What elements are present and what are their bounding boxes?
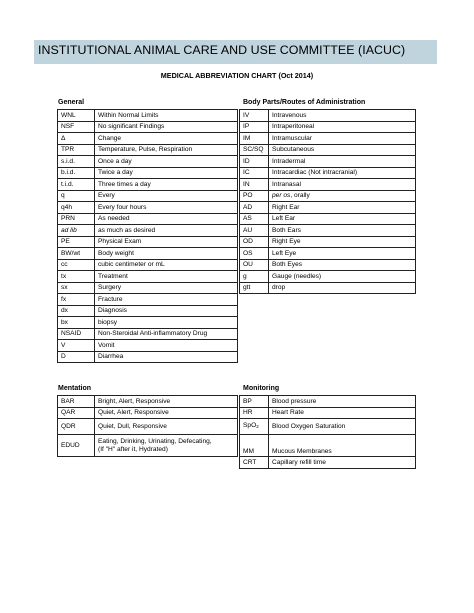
table-row [58, 248, 238, 260]
table-row [240, 133, 416, 145]
table-row [240, 213, 416, 225]
abbr-cell: QAR [58, 407, 95, 419]
table-row [240, 236, 416, 248]
table-row [240, 179, 416, 191]
abbr-cell: IC [240, 167, 269, 179]
mentation-table [57, 395, 238, 457]
abbr-cell: q4h [58, 202, 95, 214]
table-row [58, 236, 238, 248]
abbr-cell: BW/wt [58, 248, 95, 260]
meaning-cell: Surgery [95, 282, 238, 294]
meaning-cell: Heart Rate [269, 407, 416, 419]
meaning-cell: Capillary refill time [269, 457, 416, 469]
meaning-cell: Diarrhea [95, 351, 238, 363]
general-table [57, 109, 238, 363]
meaning-cell: cubic centimeter or mL [95, 259, 238, 271]
abbr-cell: bx [58, 317, 95, 329]
table-row [58, 294, 238, 306]
abbr-cell: OS [240, 248, 269, 260]
table-row [240, 271, 416, 283]
table-row [58, 305, 238, 317]
abbr-cell: CRT [240, 457, 269, 469]
meaning-cell: Once a day [95, 156, 238, 168]
meaning-cell: Treatment [95, 271, 238, 283]
table-row [58, 271, 238, 283]
meaning-cell: Fracture [95, 294, 238, 306]
table-row [58, 340, 238, 352]
abbr-cell: IV [240, 110, 269, 122]
title-banner [34, 40, 437, 64]
abbr-cell: OD [240, 236, 269, 248]
abbr-cell: BAR [58, 396, 95, 408]
abbr-cell: HR [240, 407, 269, 419]
abbr-cell: g [240, 271, 269, 283]
meaning-cell: Intravenous [269, 110, 416, 122]
meaning-rest: , orally [290, 192, 310, 200]
meaning-cell: Intraperitoneal [269, 121, 416, 133]
meaning-cell: Twice a day [95, 167, 238, 179]
abbr-cell: tx [58, 271, 95, 283]
meaning-cell: Quiet, Dull, Responsive [95, 419, 238, 435]
table-row [58, 121, 238, 133]
abbr-cell: PE [58, 236, 95, 248]
meaning-cell: As needed [95, 213, 238, 225]
meaning-cell: Bright, Alert, Responsive [95, 396, 238, 408]
abbr-cell: NSAID [58, 328, 95, 340]
table-row [240, 225, 416, 237]
table-row [240, 282, 416, 294]
abbr-cell: EDUD [58, 435, 95, 457]
table-row [58, 213, 238, 225]
table-row [58, 225, 238, 237]
meaning-cell: Intranasal [269, 179, 416, 191]
table-row [58, 144, 238, 156]
abbr-cell: BP [240, 396, 269, 408]
table-row [58, 407, 238, 419]
meaning-cell: Both Eyes [269, 259, 416, 271]
table-row [240, 156, 416, 168]
general-heading: General [58, 99, 85, 106]
table-row [58, 396, 238, 408]
meaning-cell: Three times a day [95, 179, 238, 191]
abbr-cell: sx [58, 282, 95, 294]
meaning-cell: Every four hours [95, 202, 238, 214]
abbr-cell [240, 419, 269, 435]
table-row [58, 156, 238, 168]
table-row [58, 133, 238, 145]
meaning-cell: Diagnosis [95, 305, 238, 317]
meaning-cell: Right Ear [269, 202, 416, 214]
abbr-cell: cc [58, 259, 95, 271]
table-row [58, 259, 238, 271]
meaning-cell: No significant Findings [95, 121, 238, 133]
abbr-main: SpO [243, 422, 257, 430]
table-row [58, 435, 238, 457]
abbr-cell: s.i.d. [58, 156, 95, 168]
meaning-italic: per os [272, 192, 291, 200]
meaning-line: (If "H" after it, Hydrated) [98, 445, 168, 453]
table-row [58, 202, 238, 214]
meaning-cell: Left Eye [269, 248, 416, 260]
abbr-cell: dx [58, 305, 95, 317]
table-row [58, 328, 238, 340]
table-row [240, 248, 416, 260]
meaning-cell: Body weight [95, 248, 238, 260]
abbr-cell: NSF [58, 121, 95, 133]
meaning-cell: Right Eye [269, 236, 416, 248]
abbr-cell: QDR [58, 419, 95, 435]
meaning-cell: Mucous Membranes [269, 435, 416, 457]
abbr-cell: V [58, 340, 95, 352]
meaning-cell: as much as desired [95, 225, 238, 237]
meaning-cell: Intramuscular [269, 133, 416, 145]
table-row [240, 396, 416, 408]
abbr-cell: t.i.d. [58, 179, 95, 191]
table-row [240, 144, 416, 156]
table-row [58, 179, 238, 191]
meaning-line: Eating, Drinking, Urinating, Defecating, [98, 437, 212, 445]
abbr-cell: SC/SQ [240, 144, 269, 156]
table-row [58, 419, 238, 435]
abbr-cell: AU [240, 225, 269, 237]
table-row [240, 167, 416, 179]
meaning-cell: Intradermal [269, 156, 416, 168]
meaning-cell [95, 435, 238, 457]
table-row [58, 167, 238, 179]
abbr-cell: PRN [58, 213, 95, 225]
meaning-cell: Quiet, Alert, Responsive [95, 407, 238, 419]
abbr-cell: ad lib [58, 225, 95, 237]
abbr-cell: Δ [58, 133, 95, 145]
routes-table [239, 109, 416, 294]
abbr-cell: TPR [58, 144, 95, 156]
abbr-cell: OU [240, 259, 269, 271]
meaning-cell: drop [269, 282, 416, 294]
meaning-cell: Blood pressure [269, 396, 416, 408]
meaning-cell: Temperature, Pulse, Respiration [95, 144, 238, 156]
abbr-subscript: 2 [256, 424, 259, 430]
abbr-cell: MM [240, 435, 269, 457]
monitoring-table [239, 395, 416, 469]
chart-subtitle: MEDICAL ABBREVIATION CHART (Oct 2014) [160, 71, 314, 80]
meaning-cell: Both Ears [269, 225, 416, 237]
page-title: INSTITUTIONAL ANIMAL CARE AND USE COMMITTEE (IACUC) [38, 43, 406, 57]
meaning-cell [269, 190, 416, 202]
meaning-cell: Within Normal Limits [95, 110, 238, 122]
meaning-cell: Every [95, 190, 238, 202]
meaning-cell: Non-Steroidal Anti-inflammatory Drug [95, 328, 238, 340]
table-row [58, 110, 238, 122]
abbr-cell: b.i.d. [58, 167, 95, 179]
table-row [58, 317, 238, 329]
meaning-cell: Intracardiac (Not intracranial) [269, 167, 416, 179]
table-row [58, 282, 238, 294]
table-row [58, 190, 238, 202]
table-row [240, 457, 416, 469]
table-row [240, 202, 416, 214]
abbr-cell: WNL [58, 110, 95, 122]
table-row [240, 110, 416, 122]
abbr-cell: AS [240, 213, 269, 225]
table-row [240, 407, 416, 419]
meaning-cell: biopsy [95, 317, 238, 329]
table-row [240, 190, 416, 202]
abbr-cell: IM [240, 133, 269, 145]
meaning-cell: Blood Oxygen Saturation [269, 419, 416, 435]
table-row [240, 259, 416, 271]
meaning-cell: Vomit [95, 340, 238, 352]
abbr-cell: IN [240, 179, 269, 191]
table-row [240, 121, 416, 133]
monitoring-heading: Monitoring [243, 385, 280, 392]
meaning-cell: Change [95, 133, 238, 145]
abbr-cell: IP [240, 121, 269, 133]
table-row [58, 351, 238, 363]
table-row [240, 419, 416, 435]
abbr-cell: q [58, 190, 95, 202]
abbr-cell: PO [240, 190, 269, 202]
table-row [240, 435, 416, 457]
routes-heading: Body Parts/Routes of Administration [243, 99, 366, 106]
abbr-cell: AD [240, 202, 269, 214]
abbr-cell: ID [240, 156, 269, 168]
meaning-cell: Gauge (needles) [269, 271, 416, 283]
abbr-cell: gtt [240, 282, 269, 294]
abbr-cell: fx [58, 294, 95, 306]
meaning-cell: Subcutaneous [269, 144, 416, 156]
meaning-cell: Physical Exam [95, 236, 238, 248]
mentation-heading: Mentation [58, 385, 92, 392]
abbr-cell: D [58, 351, 95, 363]
meaning-cell: Left Ear [269, 213, 416, 225]
